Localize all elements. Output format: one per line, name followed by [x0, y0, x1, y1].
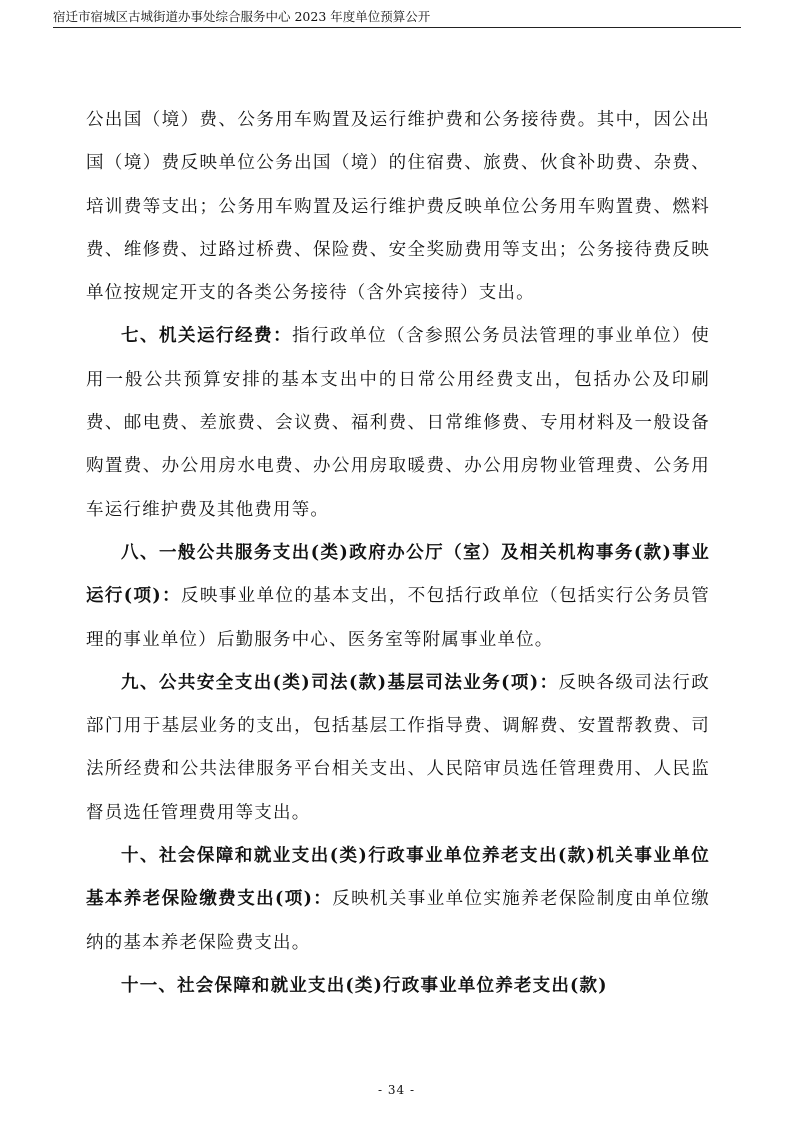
paragraph-text: 反映各级司法行政部门用于基层业务的支出，包括基层工作指导费、调解费、安置帮教费、司法所经费和公共法律服务平台相关支出、人民陪审员选任管理费用、人民监督员选任管理费用等支出。	[86, 672, 710, 823]
section-heading: 九、公共安全支出(类)司法(款)基层司法业务(项)：	[121, 672, 559, 693]
section-heading: 十一、社会保障和就业支出(类)行政事业单位养老支出(款)	[121, 975, 608, 996]
page-number: - 34 -	[377, 1083, 415, 1097]
document-body	[86, 99, 710, 1008]
paragraph-text: 反映机关事业单位实施养老保险制度由单位缴纳的基本养老保险费支出。	[86, 889, 711, 953]
header-divider	[53, 27, 741, 28]
paragraph-text: 公出国（境）费、公务用车购置及运行维护费和公务接待费。其中，因公出国（境）费反映单位公务出国（境）的住宿费、旅费、伙食补助费、杂费、培训费等支出；公务用车购置及运行维护费反映单位公务用车购置费、燃料费、维修费、过路过桥费、保险费、安全奖励费用等支出；公务接待费反映单位按规定开支的各类公务接待（含外宾接待）支出。	[86, 110, 710, 304]
paragraph-text: 指行政单位（含参照公务员法管理的事业单位）使用一般公共预算安排的基本支出中的日常公用经费支出，包括办公及印刷费、邮电费、差旅费、会议费、福利费、日常维修费、专用材料及一般设备购置费、办公用房水电费、办公用房取暖费、办公用房物业管理费、公务用车运行维护费及其他费用等。	[86, 326, 710, 520]
section-heading: 八、一般公共服务支出(类)政府办公厅（室）及相关机构事务(款)事业运行(项)：	[86, 542, 710, 607]
section-heading: 七、机关运行经费：	[121, 326, 293, 347]
section-heading: 十、社会保障和就业支出(类)行政事业单位养老支出(款)机关事业单位基本养老保险缴费支出(项)：	[86, 846, 710, 910]
paragraph-text: 反映事业单位的基本支出，不包括行政单位（包括实行公务员管理的事业单位）后勤服务中心、医务室等附属事业单位。	[86, 586, 710, 650]
paragraph-continuation	[86, 99, 710, 315]
paragraph-section-10	[86, 835, 710, 965]
page-header-title: 宿迁市宿城区古城街道办事处综合服务中心 2023 年度单位预算公开	[53, 9, 431, 24]
paragraph-section-11	[86, 965, 710, 1008]
paragraph-section-9	[86, 662, 710, 835]
paragraph-section-8	[86, 532, 710, 662]
paragraph-section-7	[86, 315, 710, 531]
